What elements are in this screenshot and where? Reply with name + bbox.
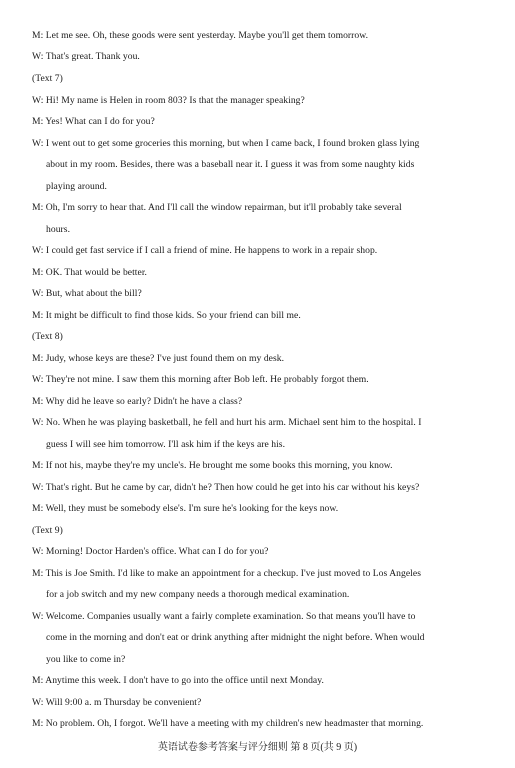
dialogue-line: W: That's right. But he came by car, didn't he? Then how could he get into his car without his keys? <box>32 482 420 493</box>
section-heading-text-9: (Text 9) <box>32 525 63 536</box>
dialogue-line: M: Let me see. Oh, these goods were sent yesterday. Maybe you'll get them tomorrow. <box>32 30 369 41</box>
dialogue-line-continuation: for a job switch and my new company needs a thorough medical examination. <box>46 589 350 600</box>
dialogue-line: W: But, what about the bill? <box>32 288 142 299</box>
dialogue-line: W: Hi! My name is Helen in room 803? Is that the manager speaking? <box>32 95 305 106</box>
dialogue-line: W: They're not mine. I saw them this morning after Bob left. He probably forgot them. <box>32 374 369 385</box>
dialogue-line-continuation: you like to come in? <box>46 654 126 665</box>
dialogue-line: M: This is Joe Smith. I'd like to make an appointment for a checkup. I've just moved to Los Angeles <box>32 568 421 579</box>
dialogue-line: W: Morning! Doctor Harden's office. What can I do for you? <box>32 546 269 557</box>
dialogue-line: M: Oh, I'm sorry to hear that. And I'll call the window repairman, but it'll probably take several <box>32 202 402 213</box>
dialogue-line: M: Anytime this week. I don't have to go into the office until next Monday. <box>32 675 324 686</box>
dialogue-line: M: Why did he leave so early? Didn't he have a class? <box>32 396 243 407</box>
dialogue-line-continuation: guess I will see him tomorrow. I'll ask him if the keys are his. <box>46 439 286 450</box>
dialogue-line-continuation: about in my room. Besides, there was a baseball near it. I guess it was from some naughty kids <box>46 159 415 170</box>
dialogue-line: W: I could get fast service if I call a friend of mine. He happens to work in a repair shop. <box>32 245 378 256</box>
dialogue-line: W: Will 9:00 a. m Thursday be convenient? <box>32 697 202 708</box>
page-footer: 英语试卷参考答案与评分细则 第 8 页(共 9 页) <box>157 742 358 753</box>
dialogue-line-continuation: hours. <box>46 224 71 235</box>
dialogue-line: M: It might be difficult to find those kids. So your friend can bill me. <box>32 310 301 321</box>
dialogue-line-continuation: playing around. <box>46 181 107 192</box>
dialogue-line: M: Judy, whose keys are these? I've just found them on my desk. <box>32 353 285 364</box>
dialogue-line: W: Welcome. Companies usually want a fairly complete examination. So that means you'll have to <box>32 611 416 622</box>
dialogue-line-continuation: come in the morning and don't eat or drink anything after midnight the night before. When would <box>46 632 425 643</box>
dialogue-line: M: No problem. Oh, I forgot. We'll have a meeting with my children's new headmaster that morning. <box>32 718 424 729</box>
section-heading-text-7: (Text 7) <box>32 73 63 84</box>
dialogue-line: W: That's great. Thank you. <box>32 51 140 62</box>
dialogue-line: W: I went out to get some groceries this morning, but when I came back, I found broken glass lying <box>32 138 420 149</box>
dialogue-line: M: Yes! What can I do for you? <box>32 116 155 127</box>
dialogue-line: M: Well, they must be somebody else's. I'm sure he's looking for the keys now. <box>32 503 339 514</box>
dialogue-line: M: If not his, maybe they're my uncle's. He brought me some books this morning, you know. <box>32 460 393 471</box>
dialogue-line: W: No. When he was playing basketball, he fell and hurt his arm. Michael sent him to the hospital. I <box>32 417 422 428</box>
section-heading-text-8: (Text 8) <box>32 331 63 342</box>
dialogue-line: M: OK. That would be better. <box>32 267 147 278</box>
